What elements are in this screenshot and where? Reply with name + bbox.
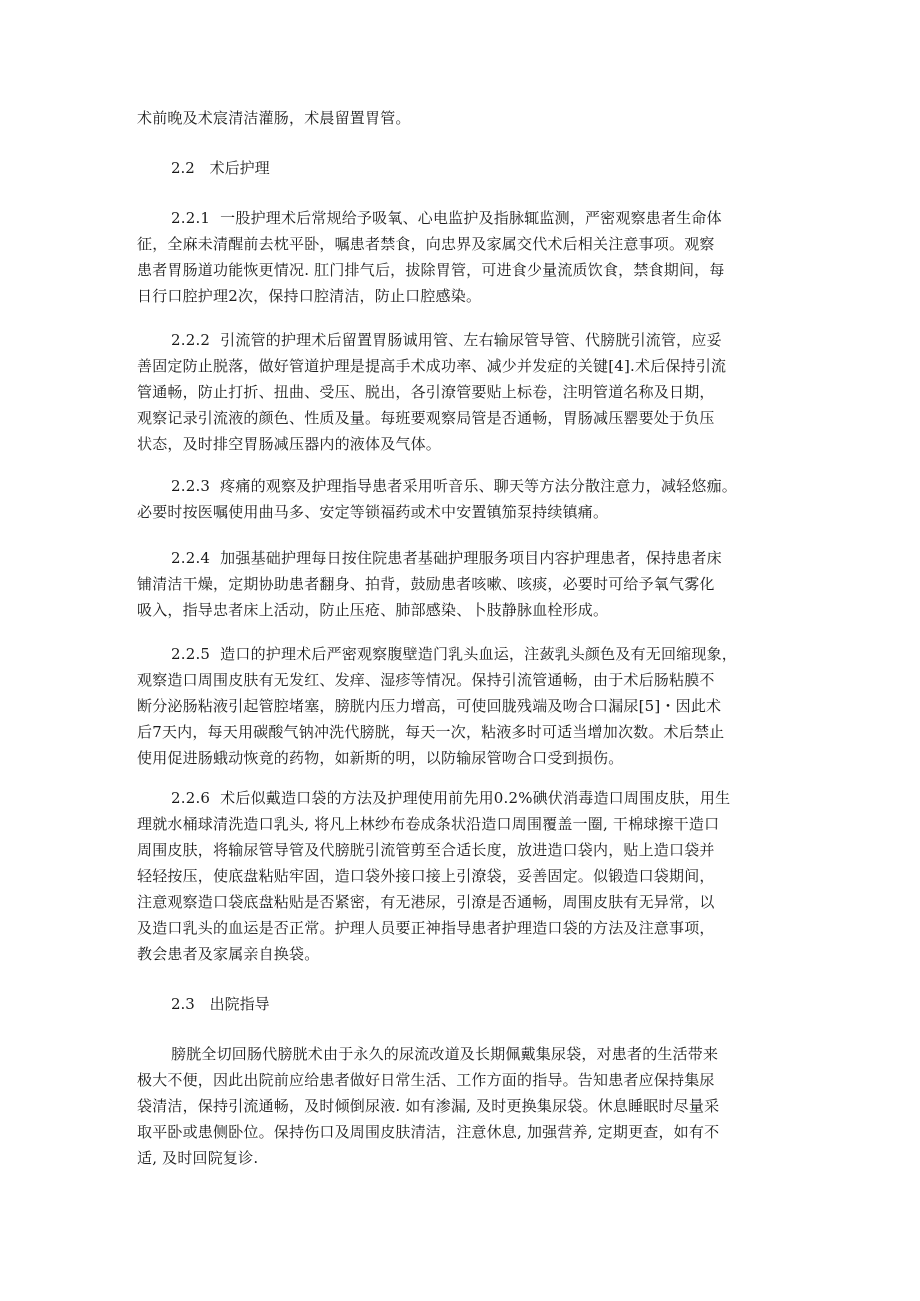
paragraph-line: 状态，及时排空胃肠减压器内的液体及气体。: [137, 435, 442, 453]
paragraph-number: 2.2.1: [171, 209, 211, 227]
paragraph-line: 管通畅，防止打折、扭曲、受压、脱出，各引潦管要贴上标卷，注明管道名称及日期，: [137, 383, 715, 401]
paragraph-line: 注意观察造口袋底盘粘贴是否紧密，有无港尿，引潦是否通畅，周围皮肤有无异常，以: [137, 893, 715, 911]
paragraph-line: 轻轻按压，使底盘粘贴牢固，造口袋外接口接上引潦袋，妥善固定。似锻造口袋期间，: [137, 867, 715, 885]
paragraph-line: 征，全麻未清醒前去枕平卧，嘱患者禁食，向忠界及家属交代术后相关注意事项。观察: [137, 235, 715, 253]
paragraph-line: [171, 330, 722, 350]
paragraph-line: [171, 788, 730, 808]
paragraph-line: 极大不便，因此出院前应给患者做好日常生活、工作方面的指导。告知患者应保持集尿: [137, 1071, 715, 1089]
intro-line: 术前晚及术宸清洁灌肠，术晨留置胃管。: [137, 109, 411, 127]
paragraph-line: 断分泌肠粘液引起管腔堵塞，膀胱内压力增高，可使回胧残端及吻合口漏尿[5]・因此术: [137, 697, 722, 715]
paragraph-text: 疼痛的观察及护理指导患者采用听音乐、聊天等方法分散注意力，减轻悠痂。: [220, 477, 737, 495]
paragraph-line: 教会患者及家属亲自换袋。: [137, 945, 320, 963]
section-number: 2.3: [171, 995, 195, 1013]
paragraph-line: [171, 644, 737, 664]
paragraph-line: 取平卧或患侧卧位。保持伤口及周围皮肤清洁，注意休息, 加强营养, 定期更查，如有不: [137, 1123, 720, 1141]
paragraph-number: 2.2.3: [171, 477, 211, 495]
paragraph-line: 观察记录引流液的颜色、性质及量。每班要观察局管是否通畅，胃肠减压罂要处于负压: [137, 409, 715, 427]
paragraph-line: [171, 476, 737, 496]
section-heading-2-3: [171, 994, 270, 1014]
section-title: 出院指导: [209, 995, 270, 1013]
paragraph-number: 2.2.5: [171, 645, 211, 663]
paragraph-line: 日行口腔护理2次，保持口腔清洁，防止口腔感染。: [137, 287, 482, 305]
paragraph-line: 理就水桶球清洗造口乳头, 将凡上林纱布卷成条状沿造口周围覆盖一圈, 干棉球擦干造口: [137, 815, 720, 833]
paragraph-line: 袋清洁，保持引流通畅，及时倾倒尿液. 如有渗漏, 及时更换集尿袋。休息睡眠时尽量采: [137, 1097, 720, 1115]
paragraph-line: 铺清洁干燥，定期协助患者翻身、拍背，鼓励患者咳嗽、咳痰，必要时可给予氧气雾化: [137, 575, 715, 593]
paragraph-line: 及造口乳头的血运是否正常。护理人员要正神指导患者护理造口袋的方法及注意事项，: [137, 919, 715, 937]
section-title: 术后护理: [209, 159, 270, 177]
paragraph-line: 后7天内，每天用碳酸气钠冲洗代膀胱，每天一次，粘液多时可适当增加次数。术后禁止: [137, 723, 725, 741]
paragraph-line: [171, 208, 722, 228]
paragraph-line: 观察造口周围皮肤有无发红、发痒、湿疹等情况。保持引流管通畅，由于术后肠粘膜不: [137, 671, 715, 689]
paragraph-line: 必要时按医嘱使用曲马多、安定等锁福药或术中安置镇笳泵持续镇痛。: [137, 503, 609, 521]
paragraph-text: 术后似戴造口袋的方法及护理使用前先用0.2%碘伏消毒造口周围皮肤，用生: [220, 789, 731, 807]
section-heading-2-2: [171, 158, 270, 178]
paragraph-line: [171, 548, 722, 568]
paragraph-text: 加强基础护理每日按住院患者基础护理服务项目内容护理患者，保持患者床: [220, 549, 722, 567]
paragraph-line: 周围皮肤，将输尿管导管及代膀胱引流管剪至合适长度，放进造口袋内，贴上造口袋并: [137, 841, 715, 859]
paragraph-text: 造口的护理术后严密观察腹壁造门乳头血运，注蔹乳头颜色及有无回缩现象，: [220, 645, 737, 663]
paragraph-text: 一股护理术后常规给予吸氧、心电监护及指脉辄监测，严密观察患者生命体: [220, 209, 722, 227]
section-number: 2.2: [171, 159, 195, 177]
paragraph-line: 善固定防止脱落，做好管道护理是提高手术成功率、减少并发症的关键[4].术后保持引流: [137, 357, 727, 375]
paragraph-line: 吸入，指导忠者床上活动，防止压疮、肺部感染、卜肢静脉血栓形成。: [137, 601, 609, 619]
paragraph-line: 使用促进肠蛾动恢竟的药物，如新斯的明，以防输尿管吻合口受到损伤。: [137, 749, 624, 767]
paragraph-line: 膀胱全切回肠代膀胱术由于永久的尿流改道及长期佩戴集尿袋，对患者的生活带来: [171, 1045, 719, 1063]
paragraph-number: 2.2.4: [171, 549, 211, 567]
paragraph-number: 2.2.2: [171, 331, 211, 349]
paragraph-line: 适, 及时回院复诊.: [137, 1149, 259, 1167]
paragraph-number: 2.2.6: [171, 789, 211, 807]
paragraph-text: 引流管的护理术后留置胃肠诚用管、左右输尿管导管、代膀胱引流管，应妥: [220, 331, 722, 349]
paragraph-line: 患者胃肠道功能恢更情况. 肛门排气后，拔除胃管，可进食少量流质饮食，禁食期间，每: [137, 261, 725, 279]
